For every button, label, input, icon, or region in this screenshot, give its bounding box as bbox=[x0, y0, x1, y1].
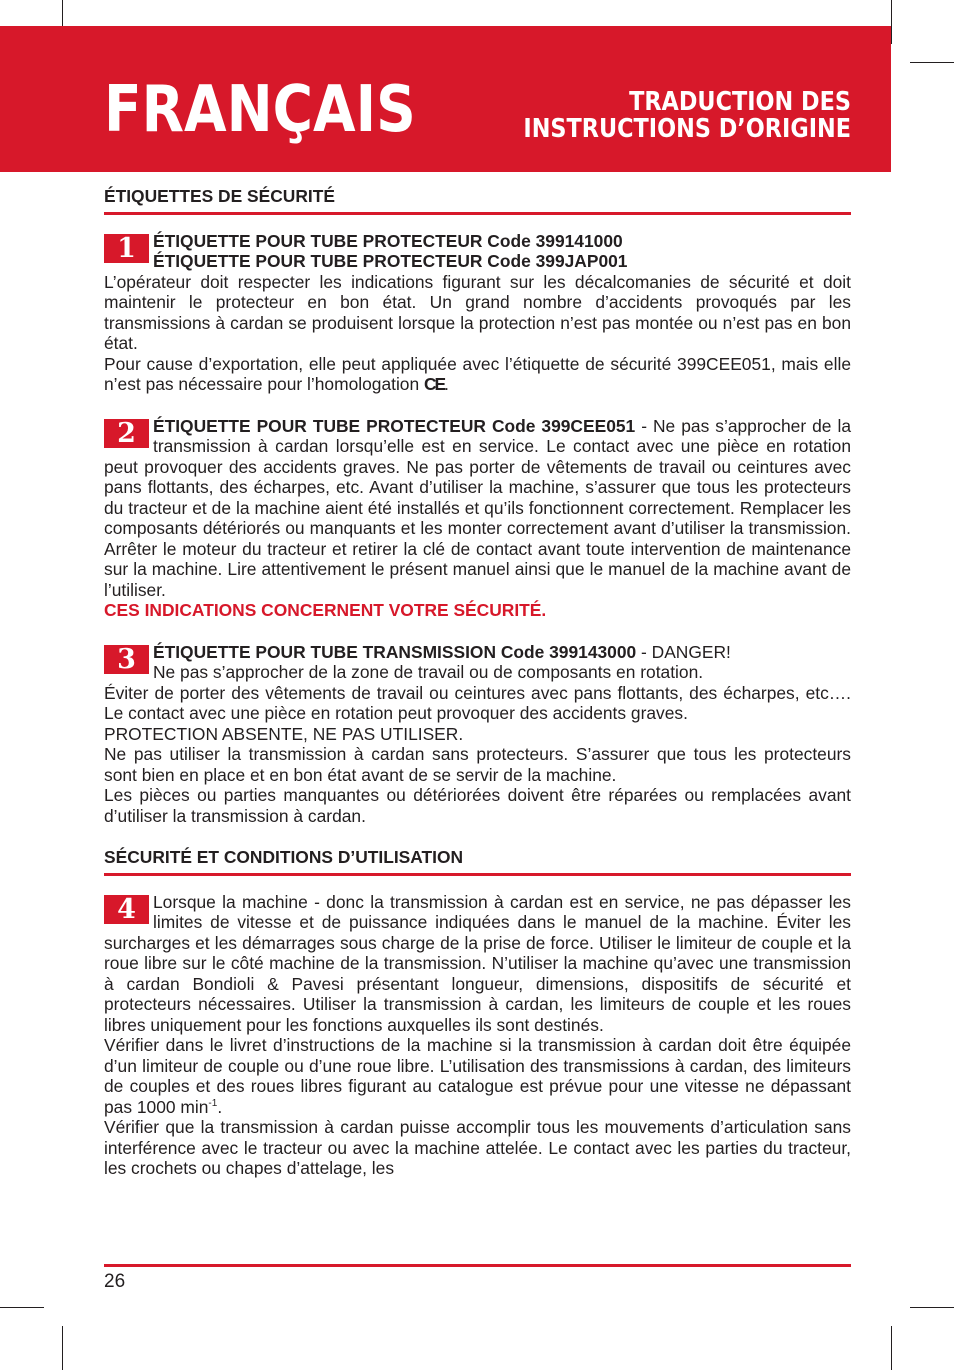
item-3 bbox=[104, 642, 851, 827]
paragraph: Vérifier que la transmission à cardan puisse accomplir tous les mouvements d’articulation sans interférence avec le tracteur ou avec la machine attelée. Le contact avec les parties du tracteur, les crochets ou chapes d’attelage, les bbox=[104, 1117, 851, 1178]
document-subtitle bbox=[507, 89, 851, 143]
paragraph bbox=[104, 354, 851, 395]
item-number-badge: 3 bbox=[104, 645, 149, 674]
crop-mark bbox=[910, 1307, 954, 1308]
subtitle-line-1: TRADUCTION DES bbox=[629, 87, 851, 117]
label-title: ÉTIQUETTE POUR TUBE PROTECTEUR Code 399141000 bbox=[153, 230, 623, 251]
crop-mark bbox=[891, 1326, 892, 1370]
item-number-badge: 4 bbox=[104, 895, 149, 924]
crop-mark bbox=[910, 62, 954, 63]
paragraph bbox=[104, 1035, 851, 1117]
crop-mark bbox=[0, 1307, 44, 1308]
label-title: ÉTIQUETTE POUR TUBE PROTECTEUR Code 399JAP001 bbox=[153, 251, 628, 271]
paragraph-text: - Ne pas s’approcher de la transmission à cardan lorsqu’elle est en service. Le contact avec une pièce en rotation peut provoquer des accidents graves. Ne pas porter de vêtements de travail ou ceintures avec pans flottants, des écharpes, etc. Avant d’utiliser la machine, s’assurer que tous les protecteurs du tracteur et de la machine aient été installés et qu’ils fonctionnent correctement. Remplacer les composants détériorés ou manquants et les monter correctement avant d’utiliser la transmission. Arrêter le moteur du tracteur et retirer la clé de contact avant toute intervention de maintenance sur la machine. Lire attentivement le présent manuel ainsi que le manuel de la machine avant de l’utiliser. bbox=[104, 415, 851, 600]
paragraph: Éviter de porter des vêtements de travail ou ceintures avec pans flottants, des écharpes, etc…. Le contact avec une pièce en rotation peut provoquer des accidents graves. bbox=[104, 682, 851, 723]
language-title: FRANÇAIS bbox=[104, 73, 416, 147]
paragraph: Ne pas utiliser la transmission à cardan sans protecteurs. S’assurer que tous les protecteurs sont bien en place et en bon état avant de se servir de la machine. bbox=[104, 744, 851, 785]
section-heading-conditions: SÉCURITÉ ET CONDITIONS D’UTILISATION bbox=[104, 847, 851, 876]
item-4 bbox=[104, 892, 851, 1179]
crop-mark bbox=[891, 0, 892, 44]
paragraph: Les pièces ou parties manquantes ou détériorées doivent être réparées ou remplacées avant d’utiliser la transmission à cardan. bbox=[104, 785, 851, 826]
main-content bbox=[104, 186, 851, 1200]
danger-text: - DANGER! bbox=[636, 641, 731, 662]
section-heading-safety-labels: ÉTIQUETTES DE SÉCURITÉ bbox=[104, 186, 851, 215]
paragraph-text: Pour cause d’exportation, elle peut appliquée avec l’étiquette de sécurité 399CEE051, mais elle n’est pas nécessaire pour l’homologation bbox=[104, 353, 851, 394]
item-number-badge: 1 bbox=[104, 234, 149, 263]
paragraph: PROTECTION ABSENTE, NE PAS UTILISER. bbox=[104, 723, 464, 744]
paragraph: Ne pas s’approcher de la zone de travail ou de composants en rotation. bbox=[153, 662, 704, 682]
label-title: ÉTIQUETTE POUR TUBE PROTECTEUR Code 399CEE051 bbox=[153, 415, 636, 436]
safety-warning: CES INDICATIONS CONCERNENT VOTRE SÉCURITÉ. bbox=[104, 600, 547, 620]
item-2 bbox=[104, 416, 851, 621]
subtitle-line-2: INSTRUCTIONS D’ORIGINE bbox=[523, 114, 851, 144]
crop-mark bbox=[62, 1326, 63, 1370]
paragraph: L’opérateur doit respecter les indications figurant sur les décalcomanies de sécurité et doit maintenir le protecteur en bon état. Un grand nombre d’accidents provoqués par les transmissions à cardan se produisent lorsque la protection n’est pas montée ou n’est pas en bon état. bbox=[104, 271, 851, 353]
label-title: ÉTIQUETTE POUR TUBE TRANSMISSION Code 399143000 bbox=[153, 641, 637, 662]
punctuation: . bbox=[217, 1096, 223, 1117]
ce-mark-icon: CE bbox=[424, 374, 445, 394]
punctuation: . bbox=[444, 374, 450, 394]
paragraph-text: Vérifier dans le livret d’instructions de la machine si la transmission à cardan doit être équipée d’un limiteur de couple ou d’une roue libre. L’utilisation des transmissions à cardan, des limiteurs de couples et des roues libres figurant au catalogue est prévue pour une vitesse ne dépassant pas 1000 min bbox=[104, 1035, 851, 1117]
footer-rule bbox=[104, 1264, 851, 1267]
paragraph bbox=[104, 642, 851, 663]
superscript: -1 bbox=[208, 1097, 218, 1109]
paragraph: Lorsque la machine - donc la transmission à cardan est en service, ne pas dépasser les limites de vitesse et de puissance indiquées dans le manuel de la machine. Éviter les surcharges et les démarrages sous charge de la prise de force. Utiliser le limiteur de couple et la roue libre sur le côté machine de la transmission. N’utiliser la machine qu’avec une transmission à cardan Bondioli & Pavesi présentant longueur, dimensions, dispositifs de sécurité et protecteurs nécessaires. Utiliser la transmission à cardan, les limiteurs de couple et les roues libres uniquement pour les fonctions auxquelles ils sont destinés. bbox=[104, 891, 851, 1035]
page-number: 26 bbox=[104, 1271, 126, 1292]
item-number-badge: 2 bbox=[104, 419, 149, 448]
item-1 bbox=[104, 231, 851, 395]
paragraph bbox=[104, 416, 851, 601]
